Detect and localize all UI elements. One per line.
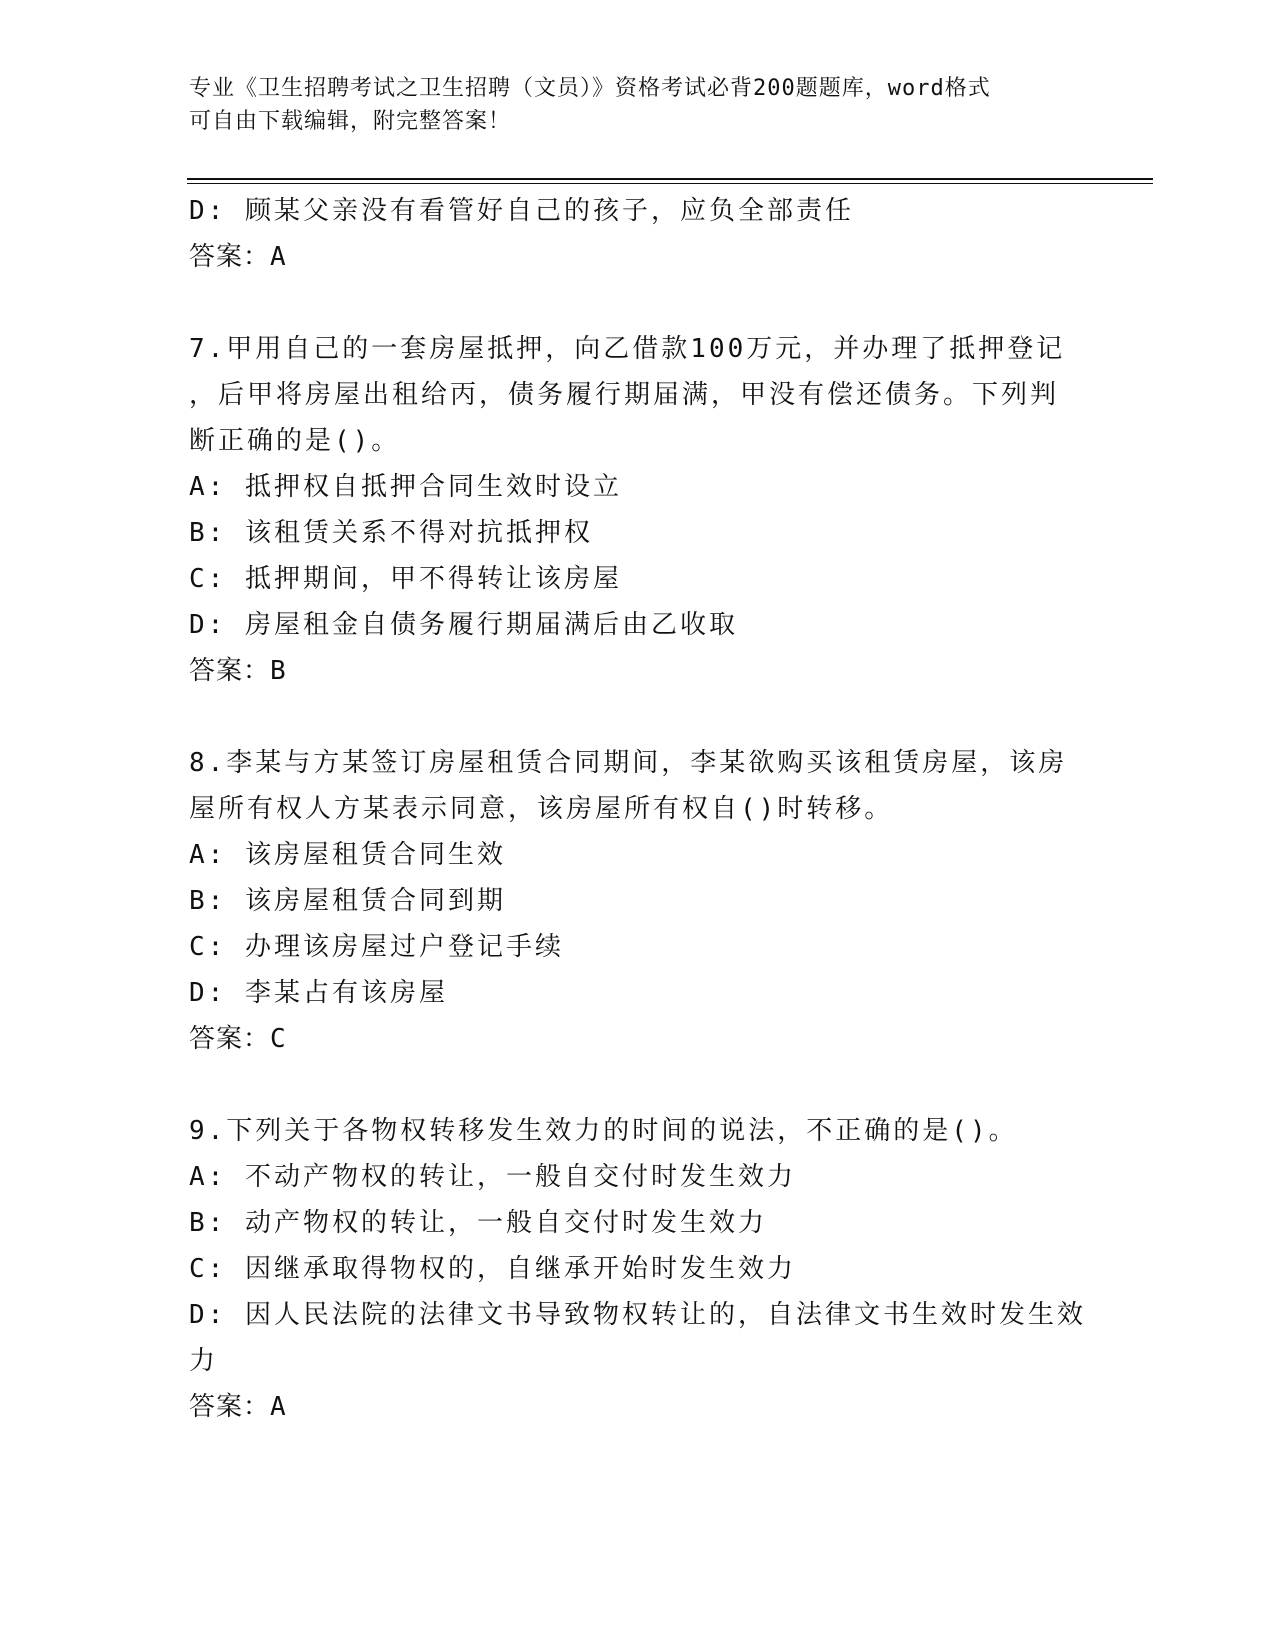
option-a: A: 该房屋租赁合同生效 [189,840,506,870]
answer-value: A [270,242,287,272]
option-d-continuation: 力 [189,1346,219,1376]
question-spacer [189,1062,1089,1108]
answer-value: B [270,656,287,686]
question-block-6-tail [189,188,1089,280]
question-spacer [189,280,1089,326]
question-block-9 [189,1108,1089,1430]
question-stem-line: 断正确的是()。 [189,426,401,456]
option-d: D: 顾某父亲没有看管好自己的孩子，应负全部责任 [189,196,854,226]
question-stem-line: 9.下列关于各物权转移发生效力的时间的说法，不正确的是()。 [189,1116,1018,1146]
header-title-line-2: 可自由下载编辑，附完整答案！ [189,109,512,134]
option-c: C: 因继承取得物权的，自继承开始时发生效力 [189,1254,796,1284]
header-title-line-1: 专业《卫生招聘考试之卫生招聘（文员）》资格考试必背200题题库，word格式 [189,76,991,101]
header-divider-thin [187,183,1153,184]
option-d: D: 房屋租金自债务履行期届满后由乙收取 [189,610,738,640]
answer-label: 答案： [189,1024,271,1054]
option-c: C: 抵押期间，甲不得转让该房屋 [189,564,622,594]
question-spacer [189,694,1089,740]
answer-label: 答案： [189,1392,271,1422]
answer-label: 答案： [189,656,271,686]
answer-value: C [270,1024,287,1054]
question-stem-line: ，后甲将房屋出租给丙，债务履行期届满，甲没有偿还债务。下列判 [189,380,1060,410]
option-d: D: 李某占有该房屋 [189,978,448,1008]
page-header [189,72,1069,138]
option-b: B: 该租赁关系不得对抗抵押权 [189,518,593,548]
option-c: C: 办理该房屋过户登记手续 [189,932,564,962]
answer-label: 答案： [189,242,271,272]
answer-line [189,1384,1089,1430]
option-d: D: 因人民法院的法律文书导致物权转让的，自法律文书生效时发生效 [189,1300,1086,1330]
answer-line [189,648,1089,694]
header-divider-thick [187,178,1153,180]
question-stem-line: 8.李某与方某签订房屋租赁合同期间，李某欲购买该租赁房屋，该房 [189,748,1068,778]
question-list [189,188,1089,1430]
question-stem-line: 7.甲用自己的一套房屋抵押，向乙借款100万元，并办理了抵押登记 [189,334,1066,364]
question-stem-line: 屋所有权人方某表示同意，该房屋所有权自()时转移。 [189,794,894,824]
option-b: B: 该房屋租赁合同到期 [189,886,506,916]
answer-value: A [270,1392,287,1422]
question-block-8 [189,740,1089,1062]
option-a: A: 不动产物权的转让，一般自交付时发生效力 [189,1162,796,1192]
answer-line [189,234,1089,280]
option-b: B: 动产物权的转让，一般自交付时发生效力 [189,1208,767,1238]
question-block-7 [189,326,1089,694]
option-a: A: 抵押权自抵押合同生效时设立 [189,472,622,502]
answer-line [189,1016,1089,1062]
